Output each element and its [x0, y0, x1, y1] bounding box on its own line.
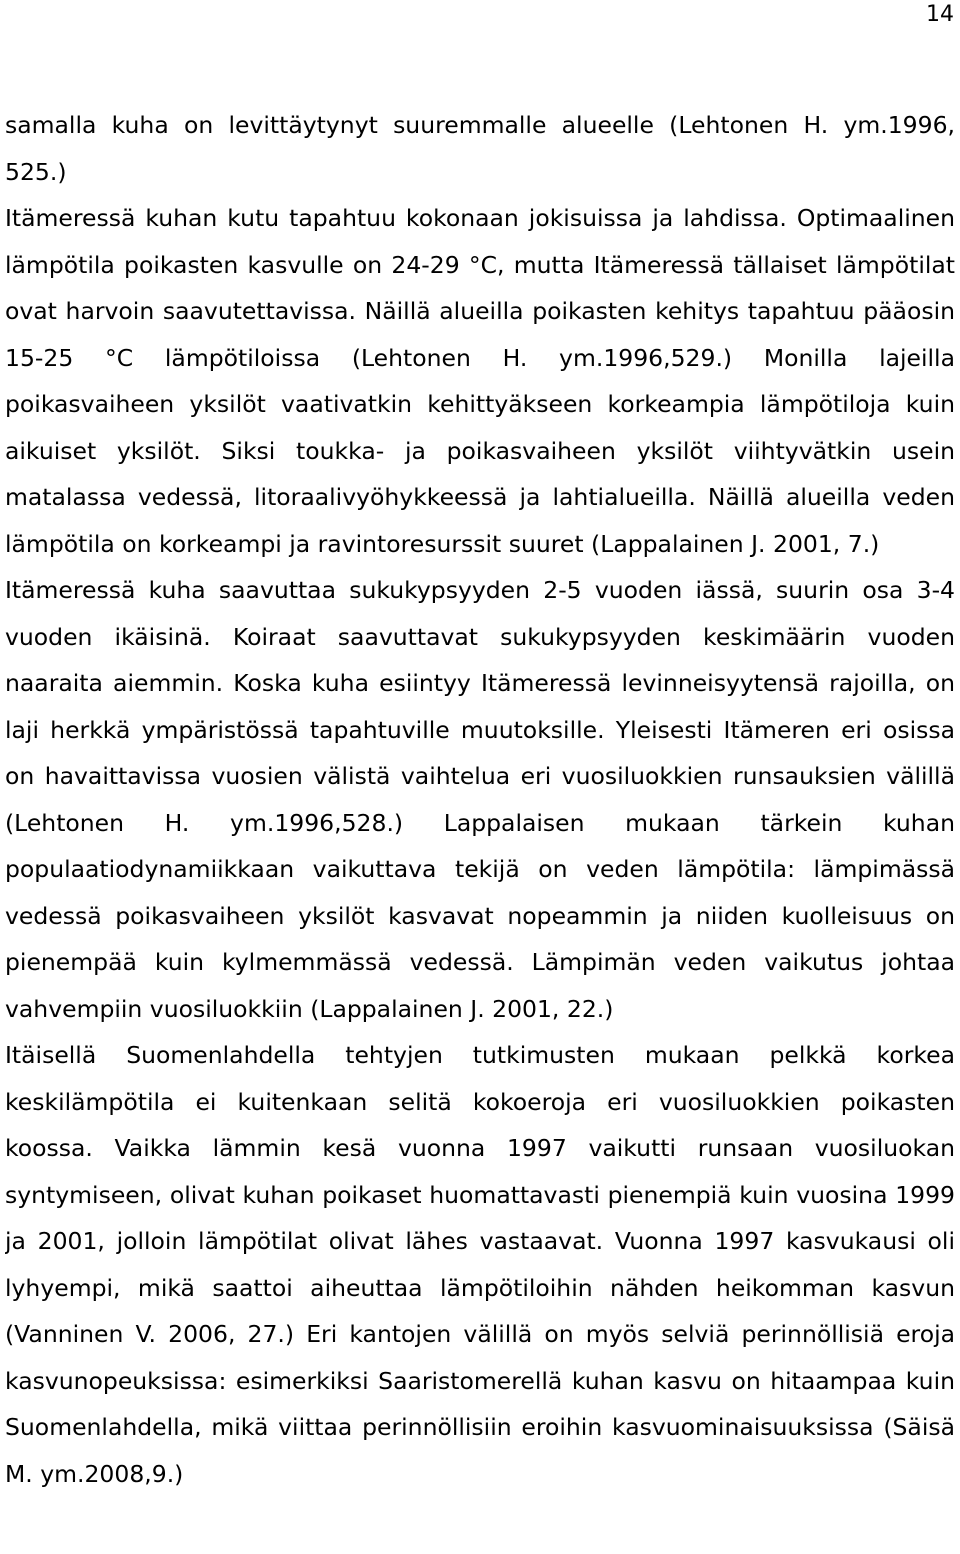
text-line: lämpötila on korkeampi ja ravintoresurssit suuret (Lappalainen J. 2001, 7.) — [5, 529, 880, 558]
text-line: naaraita aiemmin. Koska kuha esiintyy Itämeressä levinneisyytensä rajoilla, on — [5, 669, 955, 697]
document-body — [5, 102, 955, 1497]
text-line: 525.) — [5, 157, 67, 186]
text-line: M. ym.2008,9.) — [5, 1459, 184, 1488]
text-line: laji herkkä ympäristössä tapahtuville muutoksille. Yleisesti Itämeren eri osissa — [5, 715, 955, 744]
paragraph-4 — [5, 1032, 955, 1497]
text-line: lämpötila poikasten kasvulle on 24-29 °C, mutta Itämeressä tällaiset lämpötilat — [5, 250, 955, 279]
text-line: Itämeressä kuhan kutu tapahtuu kokonaan jokisuissa ja lahdissa. Optimaalinen — [5, 204, 955, 232]
page-number: 14 — [926, 2, 954, 27]
text-line: aikuiset yksilöt. Siksi toukka- ja poikasvaiheen yksilöt viihtyvätkin usein — [5, 436, 955, 465]
text-line: 15-25 °C lämpötiloissa (Lehtonen H. ym.1996,529.) Monilla lajeilla — [5, 343, 955, 372]
text-line: vedessä poikasvaiheen yksilöt kasvavat nopeammin ja niiden kuolleisuus on — [5, 901, 955, 930]
text-line: vahvempiin vuosiluokkiin (Lappalainen J. 2001, 22.) — [5, 994, 614, 1023]
text-line: lyhyempi, mikä saattoi aiheuttaa lämpötiloihin nähden heikomman kasvun — [5, 1273, 955, 1302]
text-line: on havaittavissa vuosien välistä vaihtelua eri vuosiluokkien runsauksien välillä — [5, 762, 955, 790]
text-line: poikasvaiheen yksilöt vaativatkin kehittyäkseen korkeampia lämpötiloja kuin — [5, 390, 955, 418]
text-line: vuoden ikäisinä. Koiraat saavuttavat sukukypsyyden keskimäärin vuoden — [5, 622, 955, 651]
text-line: ja 2001, jolloin lämpötilat olivat lähes vastaavat. Vuonna 1997 kasvukausi oli — [5, 1227, 955, 1255]
text-line: Itämeressä kuha saavuttaa sukukypsyyden 2-5 vuoden iässä, suurin osa 3-4 — [5, 576, 955, 604]
text-line: Suomenlahdella, mikä viittaa perinnöllisiin eroihin kasvuominaisuuksissa (Säisä — [5, 1413, 955, 1441]
text-line: (Lehtonen H. ym.1996,528.) Lappalaisen mukaan tärkein kuhan — [5, 808, 955, 837]
text-line: pienempää kuin kylmemmässä vedessä. Lämpimän veden vaikutus johtaa — [5, 948, 955, 976]
text-line: populaatiodynamiikkaan vaikuttava tekijä on veden lämpötila: lämpimässä — [5, 855, 955, 883]
text-line: samalla kuha on levittäytynyt suuremmalle alueelle (Lehtonen H. ym.1996, — [5, 111, 955, 139]
text-line: keskilämpötila ei kuitenkaan selitä kokoeroja eri vuosiluokkien poikasten — [5, 1087, 955, 1116]
text-line: kasvunopeuksissa: esimerkiksi Saaristomerellä kuhan kasvu on hitaampaa kuin — [5, 1366, 955, 1395]
text-line: ovat harvoin saavutettavissa. Näillä alueilla poikasten kehitys tapahtuu pääosin — [5, 297, 955, 325]
paragraph-3 — [5, 567, 955, 1032]
text-line: matalassa vedessä, litoraalivyöhykkeessä ja lahtialueilla. Näillä alueilla veden — [5, 483, 955, 511]
text-line: Itäisellä Suomenlahdella tehtyjen tutkimusten mukaan pelkkä korkea — [5, 1041, 955, 1069]
text-line: koossa. Vaikka lämmin kesä vuonna 1997 vaikutti runsaan vuosiluokan — [5, 1134, 955, 1162]
text-line: syntymiseen, olivat kuhan poikaset huomattavasti pienempiä kuin vuosina 1999 — [5, 1180, 955, 1209]
text-line: (Vanninen V. 2006, 27.) Eri kantojen välillä on myös selviä perinnöllisiä eroja — [5, 1320, 955, 1348]
paragraph-2 — [5, 195, 955, 567]
paragraph-1 — [5, 102, 955, 195]
